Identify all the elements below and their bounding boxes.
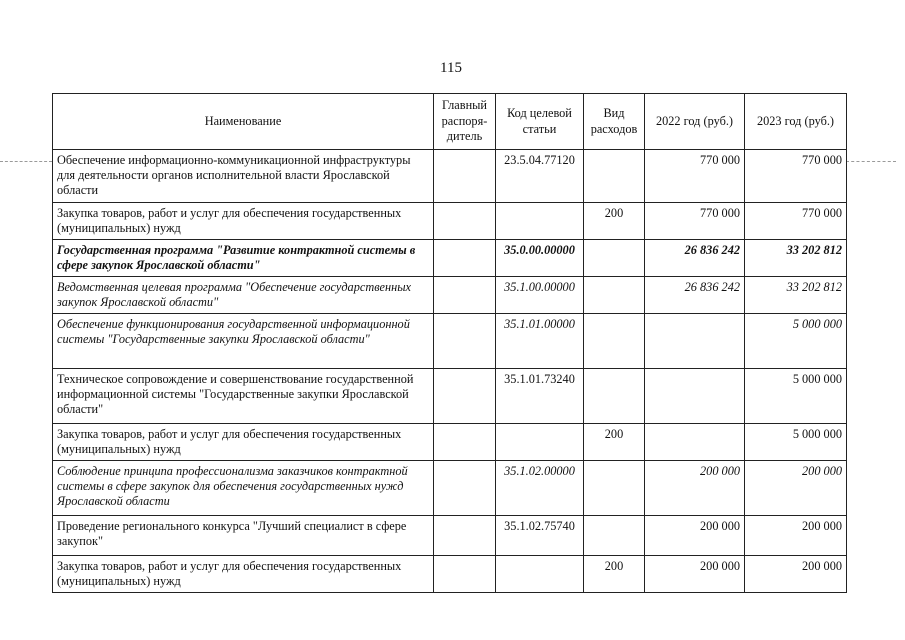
cell-kind [584,277,645,314]
cell-kind [584,240,645,277]
cell-name: Закупка товаров, работ и услуг для обеспечения государственных (муниципальных) нужд [53,556,434,593]
cell-2022 [645,424,745,461]
cell-code: 35.1.01.73240 [496,369,584,424]
cell-code: 35.0.00.00000 [496,240,584,277]
cell-code [496,424,584,461]
cell-kind [584,369,645,424]
cell-kind [584,461,645,516]
cell-code: 23.5.04.77120 [496,150,584,203]
cell-name: Техническое сопровождение и совершенствование государственной информационной системы "Государственные закупки Ярославской области" [53,369,434,424]
cell-2023: 5 000 000 [745,424,847,461]
cell-code: 35.1.02.75740 [496,516,584,556]
header-kind: Вид расходов [584,94,645,150]
cell-2022: 200 000 [645,516,745,556]
budget-table [52,93,847,593]
cell-name: Проведение регионального конкурса "Лучший специалист в сфере закупок" [53,516,434,556]
scan-artifact-line [846,161,896,162]
cell-code: 35.1.02.00000 [496,461,584,516]
table-row [53,369,847,424]
table-row [53,516,847,556]
cell-name: Обеспечение функционирования государственной информационной системы "Государственные закупки Ярославской области" [53,314,434,369]
page-number: 115 [440,60,462,76]
cell-kind: 200 [584,556,645,593]
table-row [53,150,847,203]
cell-2023: 33 202 812 [745,277,847,314]
table-row [53,314,847,369]
cell-name: Закупка товаров, работ и услуг для обеспечения государственных (муниципальных) нужд [53,203,434,240]
cell-manager [434,150,496,203]
cell-kind: 200 [584,203,645,240]
header-2023: 2023 год (руб.) [745,94,847,150]
cell-manager [434,314,496,369]
cell-code: 35.1.01.00000 [496,314,584,369]
cell-name: Соблюдение принципа профессионализма заказчиков контрактной системы в сфере закупок для обеспечения государственных нужд Ярославской области [53,461,434,516]
cell-name: Закупка товаров, работ и услуг для обеспечения государственных (муниципальных) нужд [53,424,434,461]
scan-artifact-line [0,161,52,162]
header-code: Код целевой статьи [496,94,584,150]
cell-2023: 770 000 [745,203,847,240]
cell-manager [434,369,496,424]
header-manager: Главный распоря-дитель [434,94,496,150]
cell-kind: 200 [584,424,645,461]
cell-manager [434,556,496,593]
cell-2022 [645,314,745,369]
cell-kind [584,150,645,203]
table-row [53,203,847,240]
table-row [53,556,847,593]
cell-code: 35.1.00.00000 [496,277,584,314]
cell-2022: 26 836 242 [645,277,745,314]
cell-2023: 33 202 812 [745,240,847,277]
table-row [53,461,847,516]
cell-code [496,203,584,240]
cell-2023: 200 000 [745,461,847,516]
cell-name: Обеспечение информационно-коммуникационной инфраструктуры для деятельности органов исполнительной власти Ярославской области [53,150,434,203]
cell-name: Государственная программа "Развитие контрактной системы в сфере закупок Ярославской области" [53,240,434,277]
header-row [53,94,847,150]
cell-2022: 770 000 [645,150,745,203]
cell-code [496,556,584,593]
cell-2022: 200 000 [645,461,745,516]
table-row [53,240,847,277]
header-name: Наименование [53,94,434,150]
cell-2022 [645,369,745,424]
cell-manager [434,424,496,461]
cell-manager [434,277,496,314]
cell-2022: 26 836 242 [645,240,745,277]
cell-manager [434,203,496,240]
cell-2023: 5 000 000 [745,314,847,369]
cell-manager [434,516,496,556]
cell-2023: 770 000 [745,150,847,203]
cell-2023: 200 000 [745,516,847,556]
cell-2023: 5 000 000 [745,369,847,424]
cell-manager [434,461,496,516]
header-2022: 2022 год (руб.) [645,94,745,150]
cell-manager [434,240,496,277]
cell-kind [584,314,645,369]
cell-kind [584,516,645,556]
cell-2023: 200 000 [745,556,847,593]
table-row [53,277,847,314]
cell-2022: 770 000 [645,203,745,240]
table-row [53,424,847,461]
cell-2022: 200 000 [645,556,745,593]
cell-name: Ведомственная целевая программа "Обеспечение государственных закупок Ярославской области" [53,277,434,314]
